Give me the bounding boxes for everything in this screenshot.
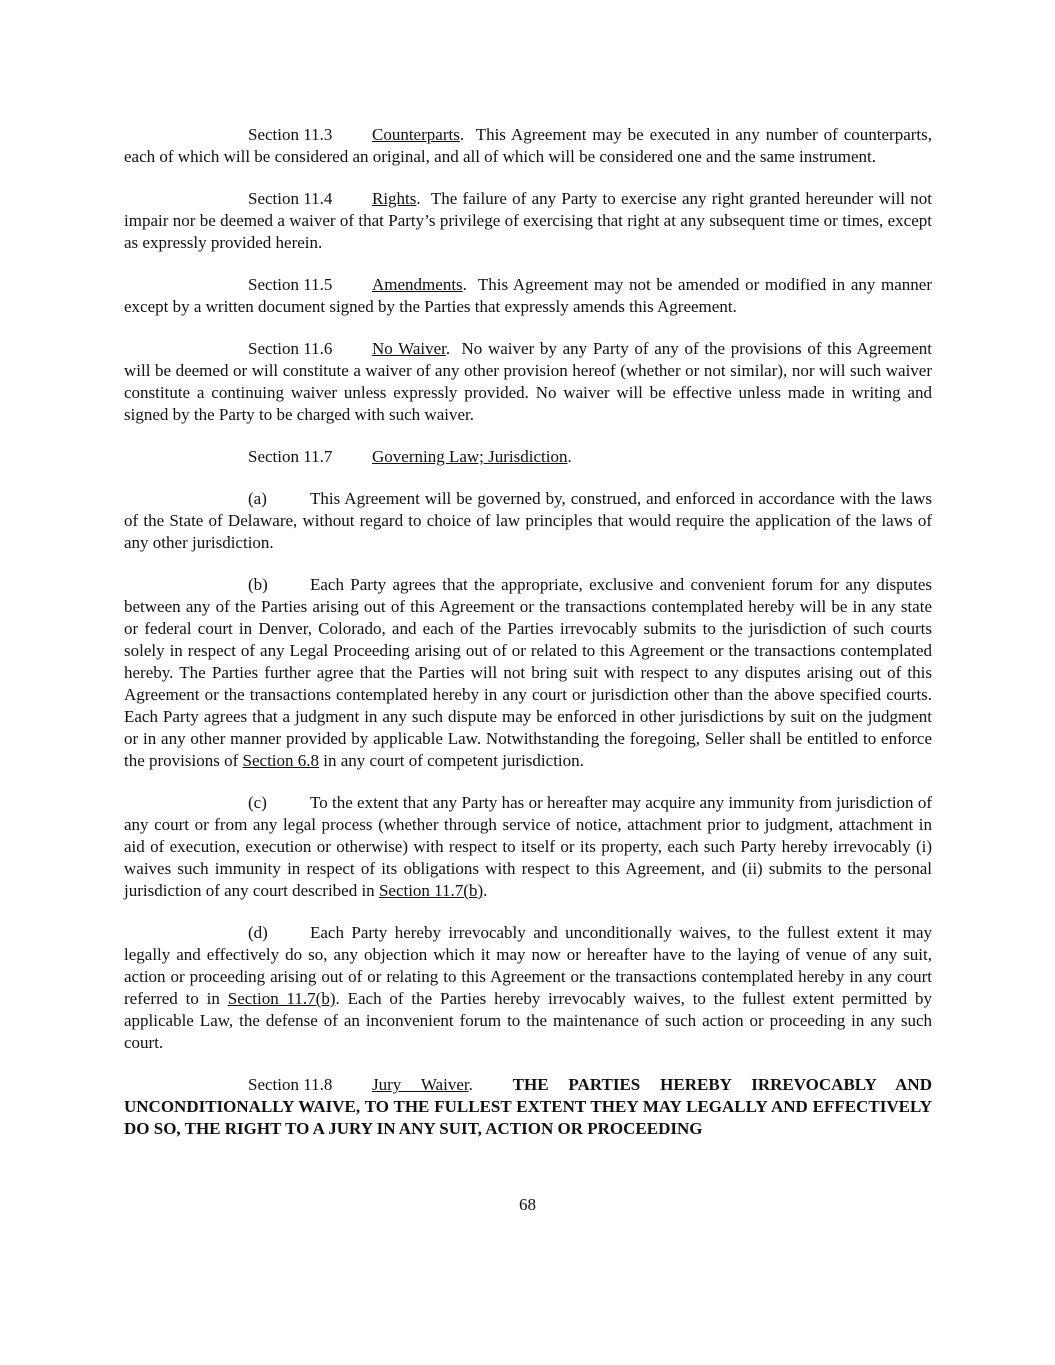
cross-reference: Section 11.7(b) [378, 881, 484, 900]
subsection-label: (b) [248, 575, 268, 594]
section-title: Rights [372, 189, 417, 208]
section-11-3: Section 11.3 Counterparts. This Agreement may be executed in any number of counterparts, each of which will be considered an original, and all of which will be considered one and the same instrument. [124, 125, 932, 166]
section-number: Section 11.3 [248, 125, 333, 144]
section-number: Section 11.8 [248, 1075, 333, 1094]
section-title: No Waiver [372, 339, 446, 358]
subsection-tail: Each of the Parties hereby irrevocably waives, to the fullest extent permitted by applicable Law, the defense of an inconvenient forum to the maintenance of such action or proceeding in any such court. [124, 989, 933, 1052]
section-11-4: Section 11.4 Rights. The failure of any Party to exercise any right granted hereunder will not impair nor be deemed a waiver of that Party’s privilege of exercising that right at any subsequent time or times, except as expressly provided herein. [124, 189, 932, 252]
cross-reference: Section 11.7(b) [227, 989, 336, 1008]
cross-reference: Section 6.8 [242, 751, 320, 770]
subsection-body: Each Party agrees that the appropriate, exclusive and convenient forum for any disputes between any of the Parties arising out of this Agreement or the transactions contemplated hereby will be in any state or federal court in Denver, Colorado, and each of the Parties irrevocably submits to the jurisdiction of such courts solely in respect of any Legal Proceeding arising out of or related to this Agreement or the transactions contemplated hereby. The Parties further agree that the Parties will not bring suit with respect to any disputes arising out of this Agreement or the transactions contemplated hereby in any court or jurisdiction other than the above specified courts. Each Party agrees that a judgment in any such dispute may be enforced in other jurisdictions by suit on the judgment or in any other manner provided by applicable Law. Notwithstanding the foregoing, Seller shall be entitled to enforce the provisions of [124, 575, 932, 770]
subsection-label: (c) [248, 793, 267, 812]
section-number: Section 11.7 [248, 447, 333, 466]
section-11-6: Section 11.6 No Waiver. No waiver by any Party of any of the provisions of this Agreement will be deemed or will constitute a waiver of any other provision hereof (whether or not similar), nor will such waiver constitute a continuing waiver unless expressly provided. No waiver will be effective unless made in writing and signed by the Party to be charged with such waiver. [124, 339, 932, 424]
section-11-7-a [124, 488, 932, 554]
section-11-7-heading: Section 11.7 Governing Law; Jurisdiction. [248, 447, 572, 466]
section-body: This Agreement may be executed in any number of counterparts, each of which will be considered an original, and all of which will be considered one and the same instrument. [124, 125, 932, 166]
section-body: THE PARTIES HEREBY IRREVOCABLY AND UNCONDITIONALLY WAIVE, TO THE FULLEST EXTENT THEY MAY LEGALLY AND EFFECTIVELY DO SO, THE RIGHT TO A JURY IN ANY SUIT, ACTION OR PROCEEDING [124, 1075, 932, 1138]
section-title: Counterparts [372, 125, 460, 144]
section-body: The failure of any Party to exercise any right granted hereunder will not impair nor be deemed a waiver of that Party’s privilege of exercising that right at any subsequent time or times, except as expressly provided herein. [124, 189, 932, 252]
subsection-label: (d) [248, 923, 268, 942]
section-11-7-d: (d) Each Party hereby irrevocably and unconditionally waives, to the fullest extent it may legally and effectively do so, any objection which it may now or hereafter have to the laying of venue of any suit, action or proceeding arising out of or relating to this Agreement or the transactions contemplated hereby in any court referred to in Section 11.7(b). Each of the Parties hereby irrevocably waives, to the fullest extent permitted by applicable Law, the defense of an inconvenient forum to the maintenance of such action or proceeding in any such court. [124, 923, 933, 1052]
subsection-tail: in any court of competent jurisdiction. [323, 751, 584, 770]
subsection-body: Each Party hereby irrevocably and unconditionally waives, to the fullest extent it may legally and effectively do so, any objection which it may now or hereafter have to the laying of venue of any suit, action or proceeding arising out of or relating to this Agreement or the transactions contemplated hereby in any court referred to in [124, 923, 932, 1008]
section-11-5: Section 11.5 Amendments. This Agreement may not be amended or modified in any manner except by a written document signed by the Parties that expressly amends this Agreement. [124, 275, 932, 316]
section-number: Section 11.5 [248, 275, 333, 294]
section-title: Jury Waiver [372, 1075, 469, 1094]
section-11-7-c: (c) To the extent that any Party has or hereafter may acquire any immunity from jurisdiction of any court or from any legal process (whether through service of notice, attachment prior to judgment, attachment in aid of execution, execution or otherwise) with respect to itself or its property, each such Party hereby irrevocably (i) waives such immunity in respect of its obligations with respect to this Agreement, and (ii) submits to the personal jurisdiction of any court described in Section 11.7(b). [124, 793, 932, 900]
section-11-7-b [124, 574, 932, 772]
section-title: Amendments [372, 275, 463, 294]
subsection-label: (a) [248, 489, 267, 508]
section-11-8: Section 11.8 Jury Waiver. THE PARTIES HEREBY IRREVOCABLY AND UNCONDITIONALLY WAIVE, TO THE FULLEST EXTENT THEY MAY LEGALLY AND EFFECTIVELY DO SO, THE RIGHT TO A JURY IN ANY SUIT, ACTION OR PROCEEDING [124, 1075, 932, 1138]
section-number: Section 11.4 [248, 189, 333, 208]
document-page [124, 124, 932, 1140]
section-number: Section 11.6 [248, 339, 333, 358]
page-number: 68 [519, 1195, 536, 1214]
section-body: This Agreement may not be amended or modified in any manner except by a written document signed by the Parties that expressly amends this Agreement. [124, 275, 932, 316]
subsection-body: To the extent that any Party has or hereafter may acquire any immunity from jurisdiction of any court or from any legal process (whether through service of notice, attachment prior to judgment, attachment in aid of execution, execution or otherwise) with respect to itself or its property, each such Party hereby irrevocably (i) waives such immunity in respect of its obligations with respect to this Agreement, and (ii) submits to the personal jurisdiction of any court described in [124, 793, 932, 900]
subsection-body: This Agreement will be governed by, construed, and enforced in accordance with the laws of the State of Delaware, without regard to choice of law principles that would require the application of the laws of any other jurisdiction. [124, 489, 932, 552]
section-body: No waiver by any Party of any of the provisions of this Agreement will be deemed or will constitute a waiver of any other provision hereof (whether or not similar), nor will such waiver constitute a continuing waiver unless expressly provided. No waiver will be effective unless made in writing and signed by the Party to be charged with such waiver. [124, 339, 932, 424]
section-title: Governing Law; Jurisdiction [372, 447, 568, 466]
